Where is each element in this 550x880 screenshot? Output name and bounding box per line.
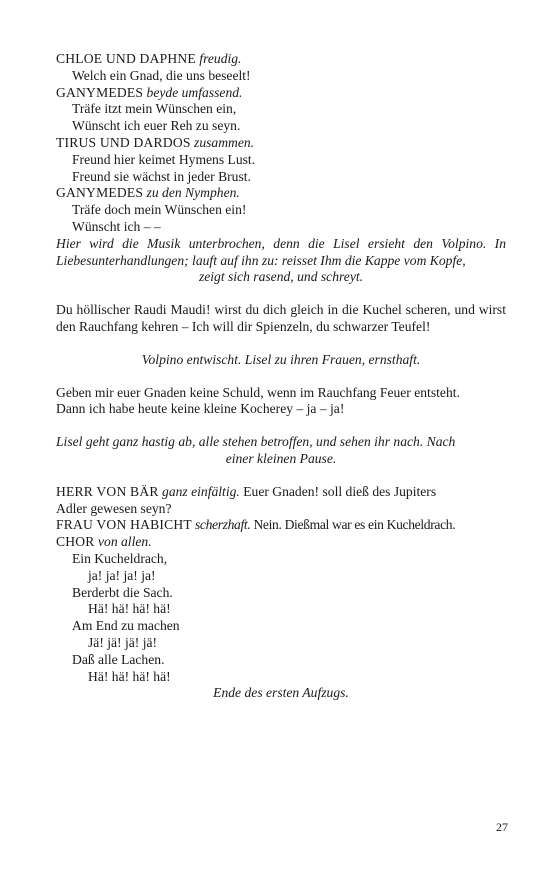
- stage-direction: Volpino entwischt. Lisel zu ihren Frauen, ernsthaft.: [141, 351, 421, 367]
- chorus-refrain: Hä! hä! hä! hä!: [88, 668, 171, 684]
- verse-line: Wünscht ich – –: [72, 218, 161, 234]
- verse-line: Träfe itzt mein Wünschen ein,: [72, 101, 237, 117]
- speech-line: Adler gewesen seyn?: [56, 500, 172, 516]
- speech-frau-von-habicht: FRAU VON HABICHT scherzhaft. Nein. Dießmal war es ein Kucheldrach.: [56, 517, 456, 533]
- speech-line: Geben mir euer Gnaden keine Schuld, wenn im Rauchfang Feuer entsteht.: [56, 384, 460, 400]
- page-number: 27: [496, 820, 508, 834]
- speech-line: Dann ich habe heute keine kleine Kocherey – ja – ja!: [56, 401, 345, 417]
- chorus-refrain: Hä! hä! hä! hä!: [88, 601, 171, 617]
- stage-direction: Lisel geht ganz hastig ab, alle stehen betroffen, und sehen ihr nach. Nach: [56, 434, 456, 450]
- chorus-line: Berderbt die Sach.: [72, 584, 173, 600]
- verse-line: Freund hier keimet Hymens Lust.: [72, 151, 256, 167]
- stage-direction-end: einer kleinen Pause.: [225, 450, 337, 466]
- speaker-line: TIRUS UND DARDOS zusammen.: [56, 134, 255, 150]
- stage-direction-end: zeigt sich rasend, und schreyt.: [198, 269, 364, 285]
- stage-direction: Hier wird die Musik unterbrochen, denn die Lisel ersieht den Volpino. In Liebesunterhandlungen; lauft auf ihn zu: reisset Ihm die Kappe vom Kopfe,: [56, 235, 506, 268]
- speaker-line: CHLOE UND DAPHNE freudig.: [56, 51, 242, 66]
- chorus-line: Ein Kucheldrach,: [72, 550, 168, 566]
- speaker-line: GANYMEDES beyde umfassend.: [56, 84, 243, 100]
- speech-paragraph: Du höllischer Raudi Maudi! wirst du dich gleich in die Kuchel scheren, und wirst den Rauchfang kehren – Ich will dir Spienzeln, du schwarzer Teufel!: [56, 302, 506, 334]
- speech-herr-von-baer: HERR VON BÄR ganz einfältig. Euer Gnaden! soll dieß des Jupiters: [56, 483, 437, 499]
- act-end-note: Ende des ersten Aufzugs.: [213, 685, 349, 701]
- speaker-line: GANYMEDES zu den Nymphen.: [56, 185, 240, 201]
- speaker-line: CHOR von allen.: [56, 534, 152, 550]
- verse-line: Freund sie wächst in jeder Brust.: [72, 168, 251, 184]
- verse-line: Wünscht ich euer Reh zu seyn.: [72, 118, 241, 134]
- verse-line: Träfe doch mein Wünschen ein!: [72, 202, 247, 218]
- chorus-refrain: Jä! jä! jä! jä!: [88, 634, 158, 650]
- verse-line: Welch ein Gnad, die uns beseelt!: [72, 67, 251, 83]
- page-text: [56, 51, 506, 702]
- chorus-line: Daß alle Lachen.: [72, 651, 165, 667]
- chorus-refrain: ja! ja! ja! ja!: [88, 567, 156, 583]
- chorus-line: Am End zu machen: [72, 618, 180, 634]
